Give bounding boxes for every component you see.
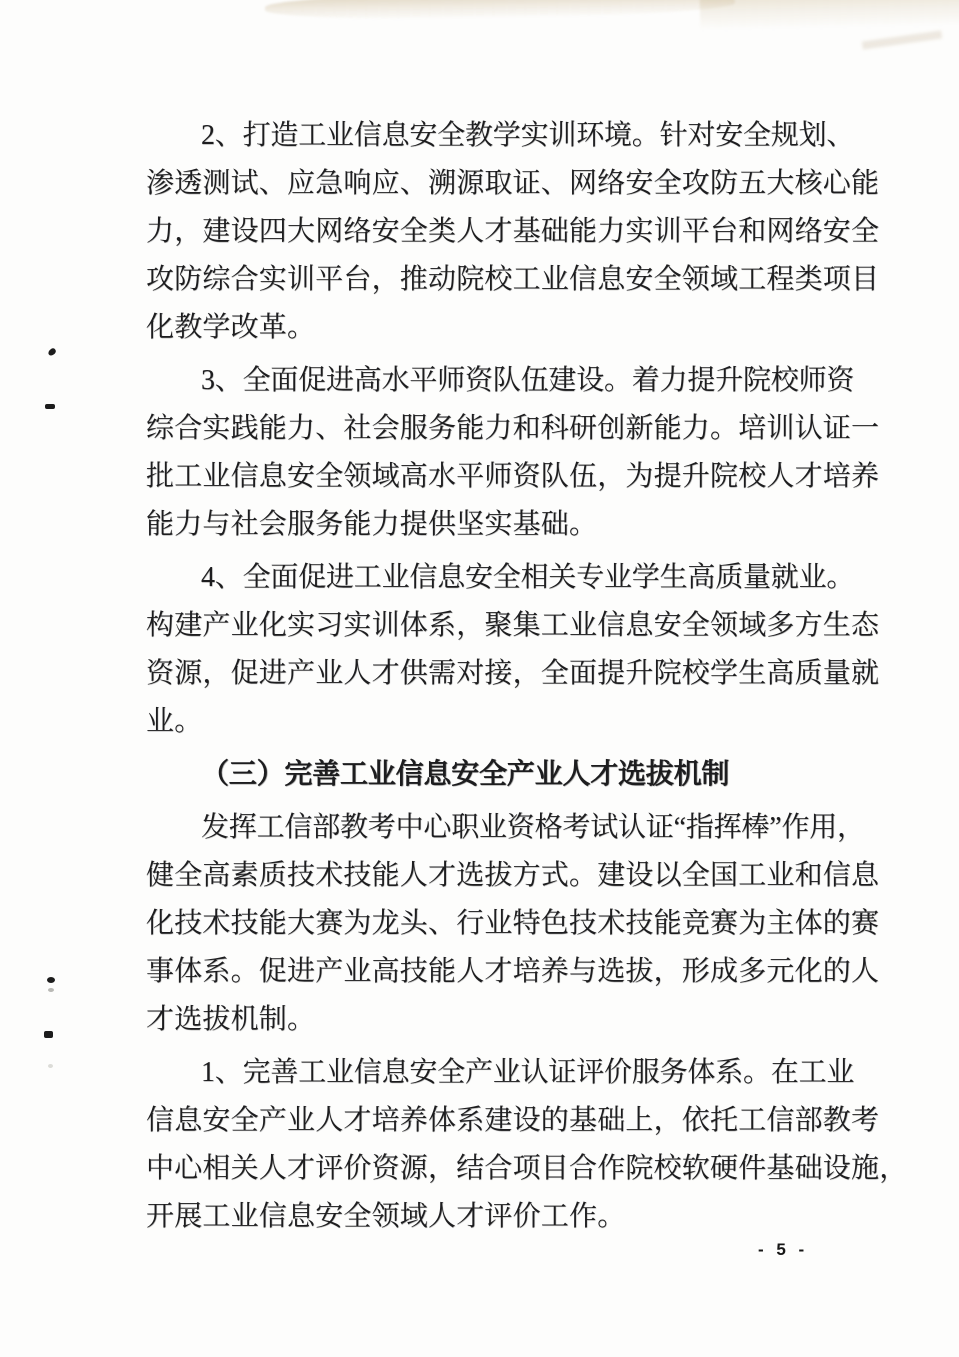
scan-smudge-top xyxy=(265,0,735,22)
text-line: 发挥工信部教考中心职业资格考试认证“指挥棒”作用， xyxy=(201,812,865,843)
paragraph xyxy=(146,1049,908,1241)
text-line: 中心相关人才评价资源，结合项目合作院校软硬件基础设施， xyxy=(146,1153,908,1184)
text-line: 资源，促进产业人才供需对接，全面提升院校学生高质量就 xyxy=(146,658,880,689)
paragraph xyxy=(146,112,880,352)
ink-speck xyxy=(48,988,54,992)
text-line: 信息安全产业人才培养体系建设的基础上，依托工信部教考 xyxy=(146,1105,880,1136)
text-line: 健全高素质技术技能人才选拔方式。建设以全国工业和信息 xyxy=(146,860,880,891)
body-text xyxy=(146,112,908,1241)
scan-smudge-edge xyxy=(862,30,942,49)
text-line: 事体系。促进产业高技能人才培养与选拔，形成多元化的人 xyxy=(146,956,880,987)
paragraph xyxy=(146,357,880,549)
text-line: 化技术技能大赛为龙头、行业特色技术技能竞赛为主体的赛 xyxy=(146,908,880,939)
text-line: 攻防综合实训平台，推动院校工业信息安全领域工程类项目 xyxy=(146,264,880,295)
text-line: 化教学改革。 xyxy=(146,312,316,343)
text-line: 3、全面促进高水平师资队伍建设。着力提升院校师资 xyxy=(201,365,855,396)
paragraph xyxy=(146,554,880,746)
text-line: 渗透测试、应急响应、溯源取证、网络安全攻防五大核心能 xyxy=(146,168,880,199)
text-line: 综合实践能力、社会服务能力和科研创新能力。培训认证一 xyxy=(146,413,880,444)
ink-speck xyxy=(44,1031,53,1038)
ink-speck xyxy=(47,347,57,357)
text-line: 业。 xyxy=(146,706,203,737)
section-heading-text: （三）完善工业信息安全产业人才选拔机制 xyxy=(201,759,730,790)
ink-speck xyxy=(47,977,55,983)
section-heading xyxy=(146,751,852,799)
text-line: 构建产业化实习实训体系，聚集工业信息安全领域多方生态 xyxy=(146,610,880,641)
text-line: 力，建设四大网络安全类人才基础能力实训平台和网络安全 xyxy=(146,216,880,247)
text-line: 2、打造工业信息安全教学实训环境。针对安全规划、 xyxy=(201,120,855,151)
text-line: 4、全面促进工业信息安全相关专业学生高质量就业。 xyxy=(201,562,855,593)
paragraph xyxy=(146,804,880,1044)
text-line: 开展工业信息安全领域人才评价工作。 xyxy=(146,1201,626,1232)
text-line: 批工业信息安全领域高水平师资队伍，为提升院校人才培养 xyxy=(146,461,880,492)
scan-smudge-top-right xyxy=(700,0,959,31)
page-number: - 5 - xyxy=(758,1240,809,1259)
text-line: 1、完善工业信息安全产业认证评价服务体系。在工业 xyxy=(201,1057,855,1088)
ink-speck xyxy=(45,404,55,409)
ink-speck xyxy=(48,1064,53,1068)
text-line: 才选拔机制。 xyxy=(146,1004,316,1035)
text-line: 能力与社会服务能力提供坚实基础。 xyxy=(146,509,598,540)
